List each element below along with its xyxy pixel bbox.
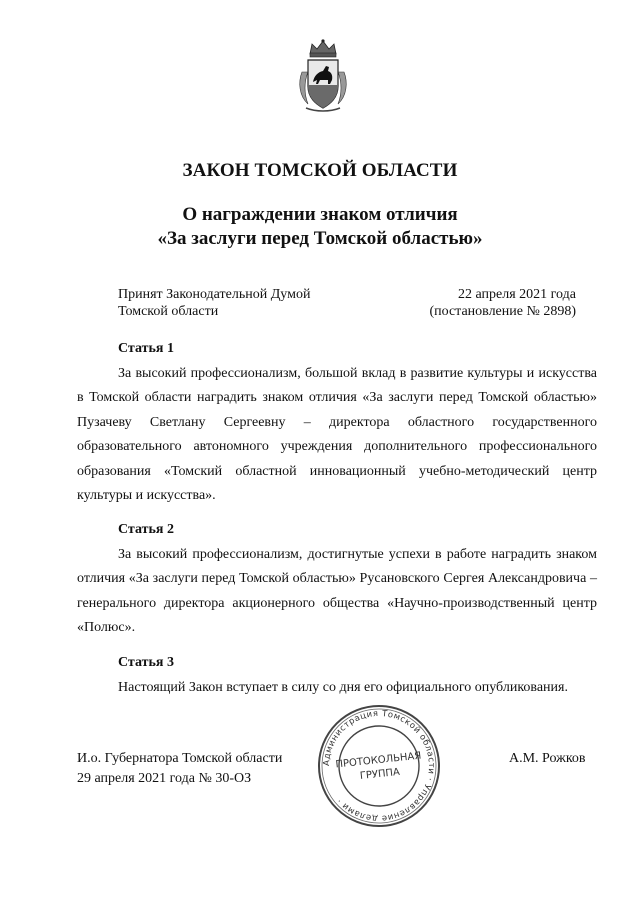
signatory-position: И.о. Губернатора Томской области <box>77 751 283 766</box>
tomsk-coat-of-arms-icon <box>296 38 350 114</box>
resolution-number: (постановление № 2898) <box>429 304 576 319</box>
article-2 <box>77 519 597 641</box>
law-date-number: 29 апреля 2021 года № 30-ОЗ <box>77 771 252 786</box>
article-3 <box>77 652 597 700</box>
subtitle-line-2: «За заслуги перед Томской областью» <box>157 228 483 249</box>
article-1 <box>77 338 597 508</box>
signatory-name: А.М. Рожков <box>509 751 586 766</box>
official-stamp <box>316 703 442 829</box>
subtitle-line-1: О награждении знаком отличия <box>182 204 458 225</box>
article-3-title: Статья 3 <box>118 655 174 670</box>
adoption-date-info <box>429 286 576 320</box>
article-2-text: За высокий профессионализм, достигнутые успехи в работе наградить знаком отличия «За заслуги перед Томской областью» Русановского Сергея Александровича – генерального директора акционерного общества «Научно-производственный центр «Полюс». <box>77 547 597 636</box>
adopted-by-line-1: Принят Законодательной Думой <box>118 287 311 302</box>
document-subtitle <box>0 203 640 251</box>
article-3-text: Настоящий Закон вступает в силу со дня его официального опубликования. <box>118 680 568 695</box>
adopted-by-line-2: Томской области <box>118 304 219 319</box>
document-title: ЗАКОН ТОМСКОЙ ОБЛАСТИ <box>182 160 458 181</box>
stamp-ring-text: Администрация Томской области · Управление делами · <box>321 708 437 824</box>
adoption-info <box>118 286 310 320</box>
article-1-text: За высокий профессионализм, большой вклад в развитие культуры и искусства в Томской области наградить знаком отличия «За заслуги перед Томской областью» Пузачеву Светлану Сергеевну – директора областного государственного образовательного автономного учреждения дополнительного профессионального образования «Томский областной инновационный учебно-методический центр культуры и искусства». <box>77 366 597 504</box>
stamp-center-line-2: ГРУППА <box>359 766 401 783</box>
stamp-center-line-1: ПРОТОКОЛЬНАЯ <box>335 750 422 771</box>
article-2-title: Статья 2 <box>118 522 174 537</box>
signatory-block <box>77 749 282 789</box>
adoption-date: 22 апреля 2021 года <box>458 287 576 302</box>
article-1-title: Статья 1 <box>118 341 174 356</box>
